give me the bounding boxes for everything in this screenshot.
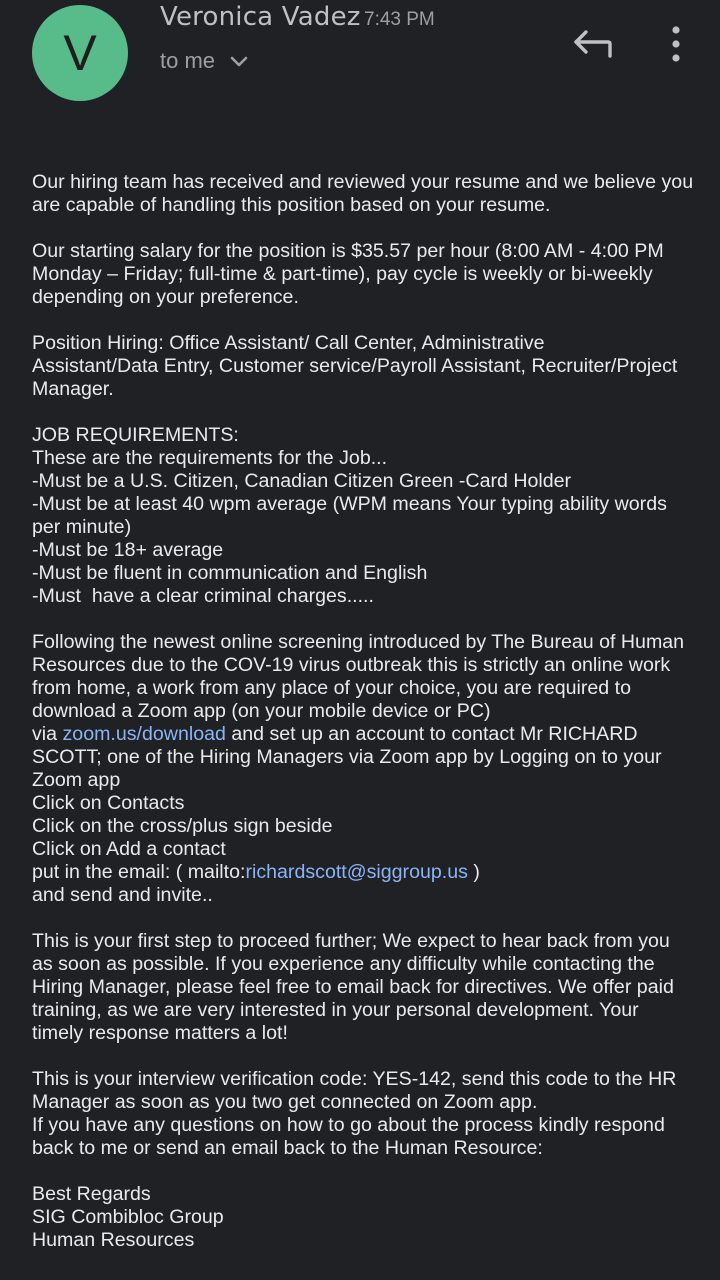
email-address-link[interactable]: richardscott@siggroup.us: [245, 861, 468, 883]
email-suffix: ): [467, 861, 480, 883]
text-line: Click on the cross/plus sign beside: [32, 815, 333, 837]
text-line: as soon as possible. If you experience any difficulty while contacting the: [32, 953, 655, 975]
text-line: Human Resources: [32, 1229, 195, 1251]
text-line: and send and invite..: [32, 884, 213, 906]
text-line-with-link: [32, 861, 698, 884]
paragraph-intro: [32, 171, 698, 217]
text-line: Resources due to the COV-19 virus outbreak this is strictly an online work: [32, 654, 671, 676]
text-line: Click on Add a contact: [32, 838, 226, 860]
text-line: Position Hiring: Office Assistant/ Call Center, Administrative: [32, 332, 545, 354]
more-options-button[interactable]: [654, 22, 698, 70]
text-line: -Must be 18+ average: [32, 539, 224, 561]
chevron-down-icon[interactable]: [229, 49, 249, 75]
paragraph-positions: [32, 332, 698, 401]
text-line: -Must be fluent in communication and English: [32, 562, 428, 584]
text-line: Our starting salary for the position is $35.57 per hour (8:00 AM - 4:00 PM: [32, 240, 664, 262]
text-line: -Must be at least 40 wpm average (WPM means Your typing ability words: [32, 493, 667, 515]
reply-button[interactable]: [566, 22, 618, 70]
text-line: back to me or send an email back to the Human Resource:: [32, 1137, 543, 1159]
avatar-letter: V: [63, 25, 97, 81]
text-line: Our hiring team has received and reviewed your resume and we believe you: [32, 171, 694, 193]
text-line: Click on Contacts: [32, 792, 185, 814]
text-line: per minute): [32, 516, 132, 538]
text-line: -Must have a clear criminal charges.....: [32, 585, 374, 607]
text-line: download a Zoom app (on your mobile device or PC): [32, 700, 491, 722]
text-line: training, as we are very interested in your personal development. Your: [32, 999, 639, 1021]
text-line: If you have any questions on how to go about the process kindly respond: [32, 1114, 665, 1136]
via-prefix: via: [32, 723, 63, 745]
text-line: timely response matters a lot!: [32, 1022, 288, 1044]
text-line: Following the newest online screening introduced by The Bureau of Human: [32, 631, 685, 653]
text-line: depending on your preference.: [32, 286, 299, 308]
text-line: are capable of handling this position based on your resume.: [32, 194, 551, 216]
text-line: Best Regards: [32, 1183, 151, 1205]
sender-avatar[interactable]: [32, 5, 128, 101]
text-line: This is your interview verification code: YES-142, send this code to the HR: [32, 1068, 677, 1090]
signature: [32, 1183, 698, 1252]
paragraph-salary: [32, 240, 698, 309]
text-line: Monday – Friday; full-time & part-time), pay cycle is weekly or bi-weekly: [32, 263, 653, 285]
email-body: [32, 171, 698, 1275]
reply-icon: [572, 28, 612, 65]
text-line: This is your first step to proceed further; We expect to hear back from you: [32, 930, 670, 952]
text-line: SIG Combibloc Group: [32, 1206, 224, 1228]
email-prefix: put in the email: ( mailto:: [32, 861, 246, 883]
text-line-with-link: [32, 723, 698, 746]
text-line: Manager as soon as you two get connected on Zoom app.: [32, 1091, 538, 1113]
text-line: -Must be a U.S. Citizen, Canadian Citizen Green -Card Holder: [32, 470, 572, 492]
text-line: JOB REQUIREMENTS:: [32, 424, 239, 446]
recipient-label: to me: [160, 48, 216, 73]
paragraph-requirements: [32, 424, 698, 608]
paragraph-verification: [32, 1068, 698, 1160]
via-suffix: and set up an account to contact Mr RICHARD: [225, 723, 638, 745]
sender-name[interactable]: Veronica Vadez: [160, 2, 361, 32]
text-line: from home, a work from any place of your choice, you are required to: [32, 677, 631, 699]
zoom-download-link[interactable]: zoom.us/download: [62, 723, 226, 745]
text-line: Zoom app: [32, 769, 121, 791]
text-line: Hiring Manager, please feel free to email back for directives. We offer paid: [32, 976, 674, 998]
paragraph-next-steps: [32, 930, 698, 1045]
more-vert-icon: [670, 26, 682, 67]
sent-time: 7:43 PM: [364, 9, 435, 30]
text-line: These are the requirements for the Job...: [32, 447, 388, 469]
text-line: Manager.: [32, 378, 114, 400]
paragraph-instructions: [32, 631, 698, 907]
recipient-details-toggle[interactable]: [160, 47, 249, 75]
text-line: SCOTT; one of the Hiring Managers via Zoom app by Logging on to your: [32, 746, 662, 768]
text-line: Assistant/Data Entry, Customer service/Payroll Assistant, Recruiter/Project: [32, 355, 678, 377]
